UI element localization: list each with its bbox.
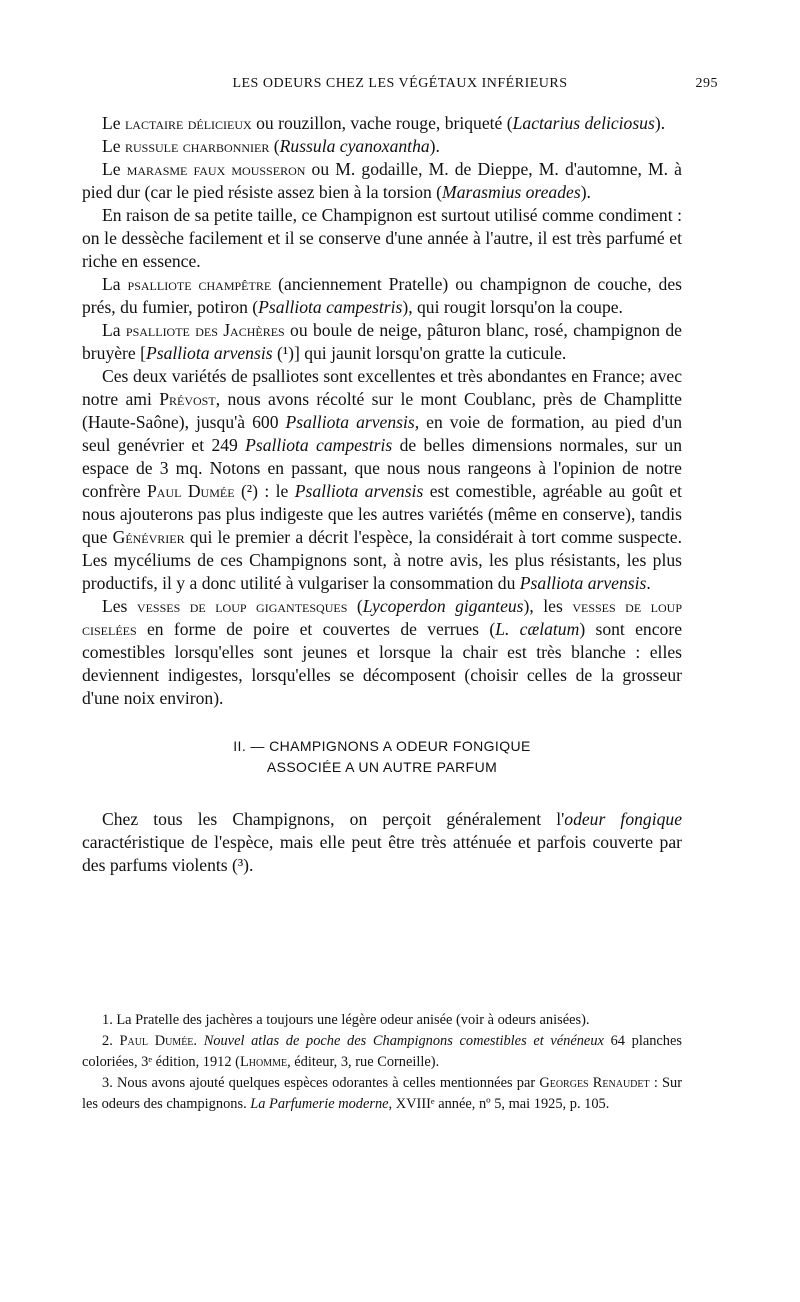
paragraph-varietes: Ces deux variétés de psalliotes sont excellentes et très abondantes en France; avec notre ami Prévost, nous avons récolté sur le mont Coublanc, près de Champlitte (Haute-Saône), jusqu'à 600 Psalliota arvensis, en voie de formation, au pied d'un seul genévrier et 249 Psalliota campestris de belles dimensions normales, sur un espace de 3 mq. Notons en passant, que nous nous rangeons à l'opinion de notre confrère Paul Dumée (²) : le Psalliota arvensis est comestible, agréable au goût et nous ajouterons pas plus indigeste que les autres variétés (même en conserve), tandis que Génévrier qui le premier a décrit l'espèce, la considérait à tort comme suspecte. Les mycéliums de ces Champignons sont, à notre avis, les plus résistants, les plus productifs, il y a donc utilité à vulgariser la consommation du Psalliota arvensis. [82, 366, 683, 593]
paragraph-condiment: En raison de sa petite taille, ce Champignon est surtout utilisé comme condiment : on le dessèche facilement et il se conserve d'une année à l'autre, il est très parfumé et riche en essence. [82, 205, 682, 271]
paragraph-lactaire: Le lactaire délicieux ou rouzillon, vache rouge, briqueté (Lactarius deliciosus). [102, 113, 666, 133]
section-heading [82, 736, 682, 778]
running-head [82, 76, 718, 98]
paragraph-marasme: Le marasme faux mousseron ou M. godaille, M. de Dieppe, M. d'automne, M. à pied dur (car le pied résiste assez bien à la torsion (Marasmius oreades). [82, 159, 682, 202]
paragraph-psalliote-champetre: La psalliote champêtre (anciennement Pratelle) ou champignon de couche, des prés, du fumier, potiron (Psalliota campestris), qui rougit lorsqu'on la coupe. [82, 274, 682, 317]
footnote-3: 3. Nous avons ajouté quelques espèces odorantes à celles mentionnées par Georges Renaudet : Sur les odeurs des champignons. La Parfumerie moderne, XVIIIᵉ année, nº 5, mai 1925, p. 105. [82, 1075, 682, 1112]
section-heading-line-2: ASSOCIÉE A UN AUTRE PARFUM [266, 759, 498, 775]
section-heading-line-1: II. — CHAMPIGNONS A ODEUR FONGIQUE [233, 738, 531, 754]
paragraph-odeur-fongique: Chez tous les Champignons, on perçoit généralement l'odeur fongique caractéristique de l'espèce, mais elle peut être très atténuée et parfois couverte par des parfums violents (³). [82, 809, 683, 875]
paragraph-psalliote-jacheres: La psalliote des Jachères ou boule de neige, pâturon blanc, rosé, champignon de bruyère [Psalliota arvensis (¹)] qui jaunit lorsqu'on gratte la cuticule. [82, 320, 682, 363]
page-number: 295 [695, 76, 718, 91]
paragraph-vesses-de-loup: Les vesses de loup gigantesques (Lycoperdon giganteus), les vesses de loup ciselées en forme de poire et couvertes de verrues (L. cælatum) sont encore comestibles lorsqu'elles sont jeunes et lorsque la chair est très blanche : elles deviennent indigestes, lorsqu'elles se décomposent (choisir celles de la grosseur d'une noix environ). [82, 596, 682, 708]
page-body [82, 112, 682, 877]
footnote-2: 2. Paul Dumée. Nouvel atlas de poche des Champignons comestibles et vénéneux 64 planches coloriées, 3ᵉ édition, 1912 (Lhomme, éditeur, 3, rue Corneille). [82, 1033, 682, 1070]
footnotes [82, 1010, 682, 1115]
footnote-1: 1. La Pratelle des jachères a toujours une légère odeur anisée (voir à odeurs anisées). [102, 1012, 590, 1028]
paragraph-russule: Le russule charbonnier (Russula cyanoxantha). [102, 136, 440, 156]
running-title: LES ODEURS CHEZ LES VÉGÉTAUX INFÉRIEURS [232, 76, 568, 91]
